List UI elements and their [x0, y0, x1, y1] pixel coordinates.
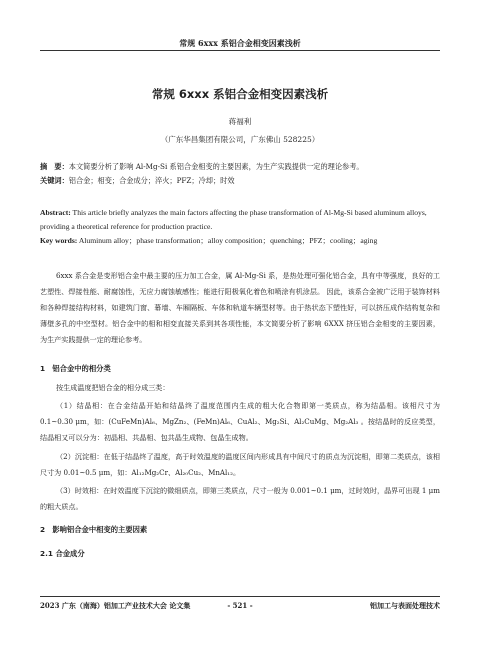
keywords-zh [40, 174, 440, 187]
author: 蒋福利 [228, 117, 252, 126]
footer-proceedings: 2023 广东（南海）铝加工产业技术大会 论文集 [40, 601, 191, 610]
footer-journal: 铝加工与表面处理技术 [370, 601, 440, 610]
abstract-zh-label: 摘 要： [40, 162, 69, 171]
intro-text: 6xxx 系合金是变形铝合金中最主要的压力加工合金，属 Al-Mg-Si 系，是热处理可强化铝合金，具有中等强度，良好的工艺塑性、焊接性能、耐腐蚀性，无应力腐蚀敏感性；能进行阳极氧化着色和喷涂有机涂层。 因此，该系合金被广泛用于装饰材料和各种焊接结构材料，如建筑门窗、幕墙、车厢隔板、车体和轨道车辆型材等。由于热状态下塑性好，可以挤压成作结构复杂和薄壁多孔的中空型材。铝合金中的相和相变直接关系到其各项性能，本文简要分析了影响 6XXX 挤压铝合金相变的主要因素，为生产实践提供一定的理论参考。 [40, 271, 440, 344]
paper-title: 常规 6xxx 系铝合金相变因素浅析 [151, 87, 329, 101]
running-head: 常规 6xxx 系铝合金相变因素浅析 [179, 38, 301, 48]
section-1-intro: 按生成温度把铝合金的相分成三类： [56, 383, 170, 392]
abstract-en-text: This article briefly analyzes the main factors affecting the phase transformation of Al-Mg-Si based aluminum alloys, providing a theoretical reference for production practice. [40, 208, 435, 231]
intro-paragraph [40, 268, 440, 348]
keywords-en-text: Aluminum alloy；phase transformation；alloy composition；quenching；PFZ；cooling；aging [77, 236, 378, 245]
affiliation: （广东华昌集团有限公司，广东佛山 528225） [160, 135, 320, 144]
keywords-en-label: Key words: [40, 236, 78, 245]
abstract-en-label: Abstract: [40, 208, 71, 217]
footer-rule [40, 596, 440, 597]
abstract-zh-text: 本文简要分析了影响 Al-Mg-Si 系铝合金相变的主要因素，为生产实践提供一定的理论参考。 [68, 162, 364, 171]
header-rule [40, 50, 440, 51]
aging-phase-paragraph: （3）时效相：在时效温度下沉淀的微细质点，即第三类质点，尺寸一般为 0.001~0.1 μm，过时效时，晶界可出现 1 μm 的粗大质点。 [40, 486, 440, 511]
keywords-en [40, 234, 440, 247]
keywords-zh-label: 关键词： [40, 176, 69, 185]
section-2-1-heading: 2.1 合金成分 [40, 549, 85, 558]
abstract-zh [40, 160, 440, 173]
precipitate-phase-paragraph: （2）沉淀相：在低于结晶终了温度，高于时效温度的温度区间内形成具有中间尺寸的质点为沉淀相，即第二类质点，该相尺寸为 0.01~0.5 μm，如：Al₁₂Mg₂Cr、Al₂₀Cu₂、MnAl₁₂。 [40, 452, 440, 477]
keywords-zh-text: 铝合金；相变；合金成分；淬火；PFZ；冷却；时效 [68, 176, 235, 185]
section-1-heading: 1 铝合金中的相分类 [40, 364, 111, 373]
abstract-en [40, 206, 440, 233]
crystal-phase-paragraph: （1）结晶相：在合金结晶开始和结晶终了温度范围内生成的粗大化合物即第一类质点，称为结晶相。该相尺寸为 0.1~0.30 μm，如：(CuFeMn)Al₆、MgZn₂、(FeMn)Al₆、CuAl₂、Mg₂Si、Al₂CuMg、Mg₂Al₃ 。按结晶时的反应类型，结晶相又可以分为：初晶相、共晶相、包共晶生成物、包晶生成物。 [40, 401, 440, 442]
section-2-heading: 2 影响铝合金中相变的主要因素 [40, 525, 148, 534]
page-number: - 521 - [227, 601, 253, 610]
